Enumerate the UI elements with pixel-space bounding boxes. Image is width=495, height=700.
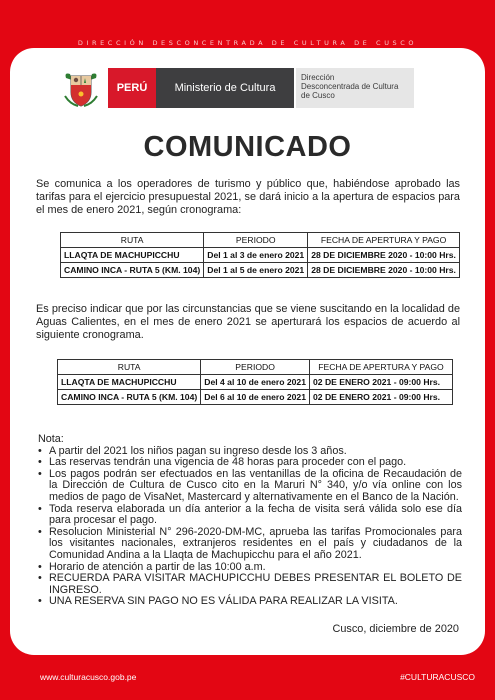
table-row xyxy=(61,263,460,278)
logo-direccion-line: Desconcentrada de Cultura xyxy=(301,82,399,91)
intro-paragraph: Se comunica a los operadores de turismo y público que, habiéndose aprobado las tarifas para el ejercicio presupuestal 2021, se dará inicio a la apertura de espacios para el mes de enero 2021, según cronograma: xyxy=(36,178,460,216)
second-paragraph: Es preciso indicar que por las circunstancias que se viene suscitando en la localidad de Aguas Calientes, en el mes de enero 2021 se aperturará los espacios de acuerdo al siguiente cronograma. xyxy=(36,303,460,341)
table-cell: Del 4 al 10 de enero 2021 xyxy=(201,375,310,390)
logo-ministerio: Ministerio de Cultura xyxy=(156,68,294,108)
list-item: • RECUERDA PARA VISITAR MACHUPICCHU DEBES PRESENTAR EL BOLETO DE INGRESO. xyxy=(38,573,462,596)
table-header-cell: FECHA DE APERTURA Y PAGO xyxy=(310,360,453,375)
table-header-row xyxy=(58,360,453,375)
footer xyxy=(0,672,495,688)
table-cell: LLAQTA DE MACHUPICCHU xyxy=(61,248,204,263)
table-header-row xyxy=(61,233,460,248)
list-item: • Los pagos podrán ser efectuados en las ventanillas de la oficina de Recaudación de la Dirección de Cultura de Cusco cito en la Maruri N° 340, y/o vía online con los medios de pago de VisaNet, Mastercard y alternativamente en el Banco de la Nación. xyxy=(38,469,462,504)
table-cell: CAMINO INCA - RUTA 5 (KM. 104) xyxy=(58,390,201,405)
footer-hashtag: #CULTURACUSCO xyxy=(400,672,475,682)
table-header-cell: PERIODO xyxy=(201,360,310,375)
list-item: • Las reservas tendrán una vigencia de 48 horas para proceder con el pago. xyxy=(38,457,462,469)
schedule-table-2 xyxy=(57,359,453,405)
table-row xyxy=(58,390,453,405)
notes-label: Nota: xyxy=(38,433,64,445)
table-header-cell: RUTA xyxy=(58,360,201,375)
institution-logo xyxy=(62,68,442,108)
table-row xyxy=(61,248,460,263)
list-item: • Horario de atención a partir de las 10:00 a.m. xyxy=(38,562,462,574)
notes-section xyxy=(38,434,462,608)
table-header-cell: FECHA DE APERTURA Y PAGO xyxy=(308,233,460,248)
table-header-cell: PERIODO xyxy=(204,233,308,248)
table-header-cell: RUTA xyxy=(61,233,204,248)
header-band-text: DIRECCIÓN DESCONCENTRADA DE CULTURA DE CUSCO xyxy=(77,39,418,47)
list-item: • UNA RESERVA SIN PAGO NO ES VÁLIDA PARA REALIZAR LA VISITA. xyxy=(38,596,462,608)
peru-coat-of-arms-icon xyxy=(62,70,100,108)
logo-peru: PERÚ xyxy=(108,68,156,108)
list-item: • Resolucion Ministerial N° 296-2020-DM-MC, aprueba las tarifas Promocionales para los visitantes nacionales, extranjeros residentes en el país y ciudadanos de la Comunidad Andina a la Llaqta de Machupicchu para el año 2021. xyxy=(38,527,462,562)
footer-website-link[interactable]: www.culturacusco.gob.pe xyxy=(40,672,137,682)
logo-direccion-line: de Cusco xyxy=(301,91,335,100)
table-cell: 28 DE DICIEMBRE 2020 - 10:00 Hrs. xyxy=(308,263,460,278)
table-cell: 28 DE DICIEMBRE 2020 - 10:00 Hrs. xyxy=(308,248,460,263)
table-cell: CAMINO INCA - RUTA 5 (KM. 104) xyxy=(61,263,204,278)
list-item: • A partir del 2021 los niños pagan su ingreso desde los 3 años. xyxy=(38,446,462,458)
logo-direccion-line: Dirección xyxy=(301,73,335,82)
table-row xyxy=(58,375,453,390)
signoff: Cusco, diciembre de 2020 xyxy=(332,623,459,635)
logo-direccion xyxy=(294,68,414,108)
table-cell: Del 1 al 3 de enero 2021 xyxy=(204,248,308,263)
list-item: • Toda reserva elaborada un día anterior a la fecha de visita será válida solo ese día para procesar el pago. xyxy=(38,504,462,527)
document-card xyxy=(10,48,485,655)
table-cell: Del 6 al 10 de enero 2021 xyxy=(201,390,310,405)
table-cell: 02 DE ENERO 2021 - 09:00 Hrs. xyxy=(310,375,453,390)
table-cell: LLAQTA DE MACHUPICCHU xyxy=(58,375,201,390)
document-title: COMUNICADO xyxy=(143,131,352,163)
table-cell: 02 DE ENERO 2021 - 09:00 Hrs. xyxy=(310,390,453,405)
header-band xyxy=(0,0,495,48)
table-cell: Del 1 al 5 de enero 2021 xyxy=(204,263,308,278)
notes-list xyxy=(38,446,462,608)
schedule-table-1 xyxy=(60,232,460,278)
